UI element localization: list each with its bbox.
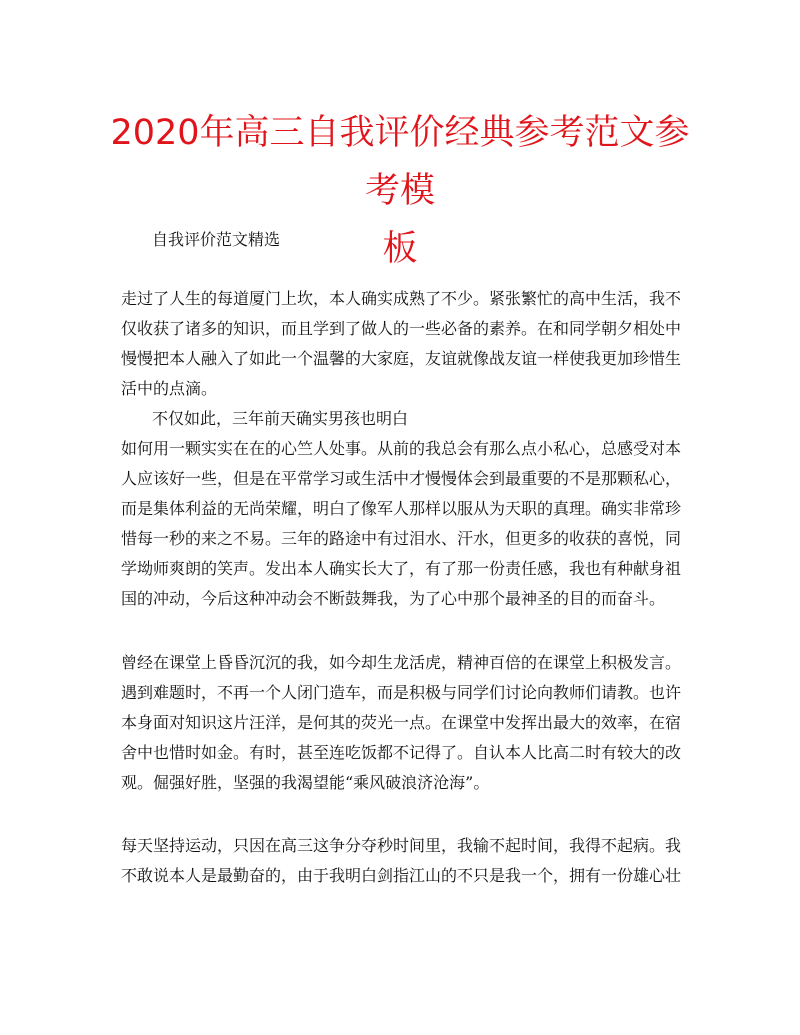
body-line: 如何用一颗实实在在的心竺人处事。从前的我总会有那么点小私心，总感受对本 [121, 439, 682, 458]
body-line: 曾经在课堂上昏昏沉沉的我，如今却生龙活虎，精神百倍的在课堂上积极发言。 [121, 653, 682, 672]
body-line: 遇到难题时，不再一个人闭门造车，而是积极与同学们讨论向教师们请教。也许 [121, 683, 682, 702]
body-line: 每天坚持运动，只因在高三这争分夺秒时间里，我输不起时间，我得不起病。我 [121, 836, 682, 855]
body-line: 而是集体利益的无尚荣耀，明白了像军人那样以服从为天职的真理。确实非常珍 [121, 499, 682, 518]
body-line: 不仅如此，三年前天确实男孩也明白 [152, 409, 409, 428]
body-line: 慢慢把本人融入了如此一个温馨的大家庭，友谊就像战友谊一样使我更加珍惜生 [121, 349, 682, 368]
body-line: 本身面对知识这片汪洋，是何其的荧光一点。在课堂中发挥出最大的效率，在宿 [121, 713, 682, 732]
document-subtitle: 自我评价范文精选 [152, 230, 281, 249]
body-line: 不敢说本人是最勤奋的，由于我明白剑指江山的不只是我一个，拥有一份雄心壮 [121, 866, 682, 885]
title-line-2: 板 [382, 229, 418, 269]
body-line: 惜每一秒的来之不易。三年的路途中有过泪水、汗水，但更多的收获的喜悦，同 [121, 529, 682, 548]
body-line: 仅收获了诸多的知识，而且学到了做人的一些必备的素养。在和同学朝夕相处中 [121, 319, 682, 338]
body-line: 人应该好一些，但是在平常学习或生活中才慢慢体会到最重要的不是那颗私心， [121, 469, 682, 488]
body-line: 国的冲动，今后这种冲动会不断鼓舞我，为了心中那个最神圣的目的而奋斗。 [121, 589, 666, 608]
body-line: 活中的点滴。 [121, 379, 218, 398]
title-line-1: 2020年高三自我评价经典参考范文参考模 [110, 113, 690, 211]
body-line: 学坳师爽朗的笑声。发出本人确实长大了，有了那一份责任感，我也有种献身祖 [121, 559, 682, 578]
body-line: 舍中也惜时如金。有时，甚至连吃饭都不记得了。自认本人比高二时有较大的改 [121, 743, 682, 762]
body-line: 观。倔强好胜，坚强的我渴望能“乘风破浪济沧海”。 [121, 773, 490, 792]
body-line: 走过了人生的每道厦门上坎，本人确实成熟了不少。紧张繁忙的高中生活，我不 [121, 289, 682, 308]
